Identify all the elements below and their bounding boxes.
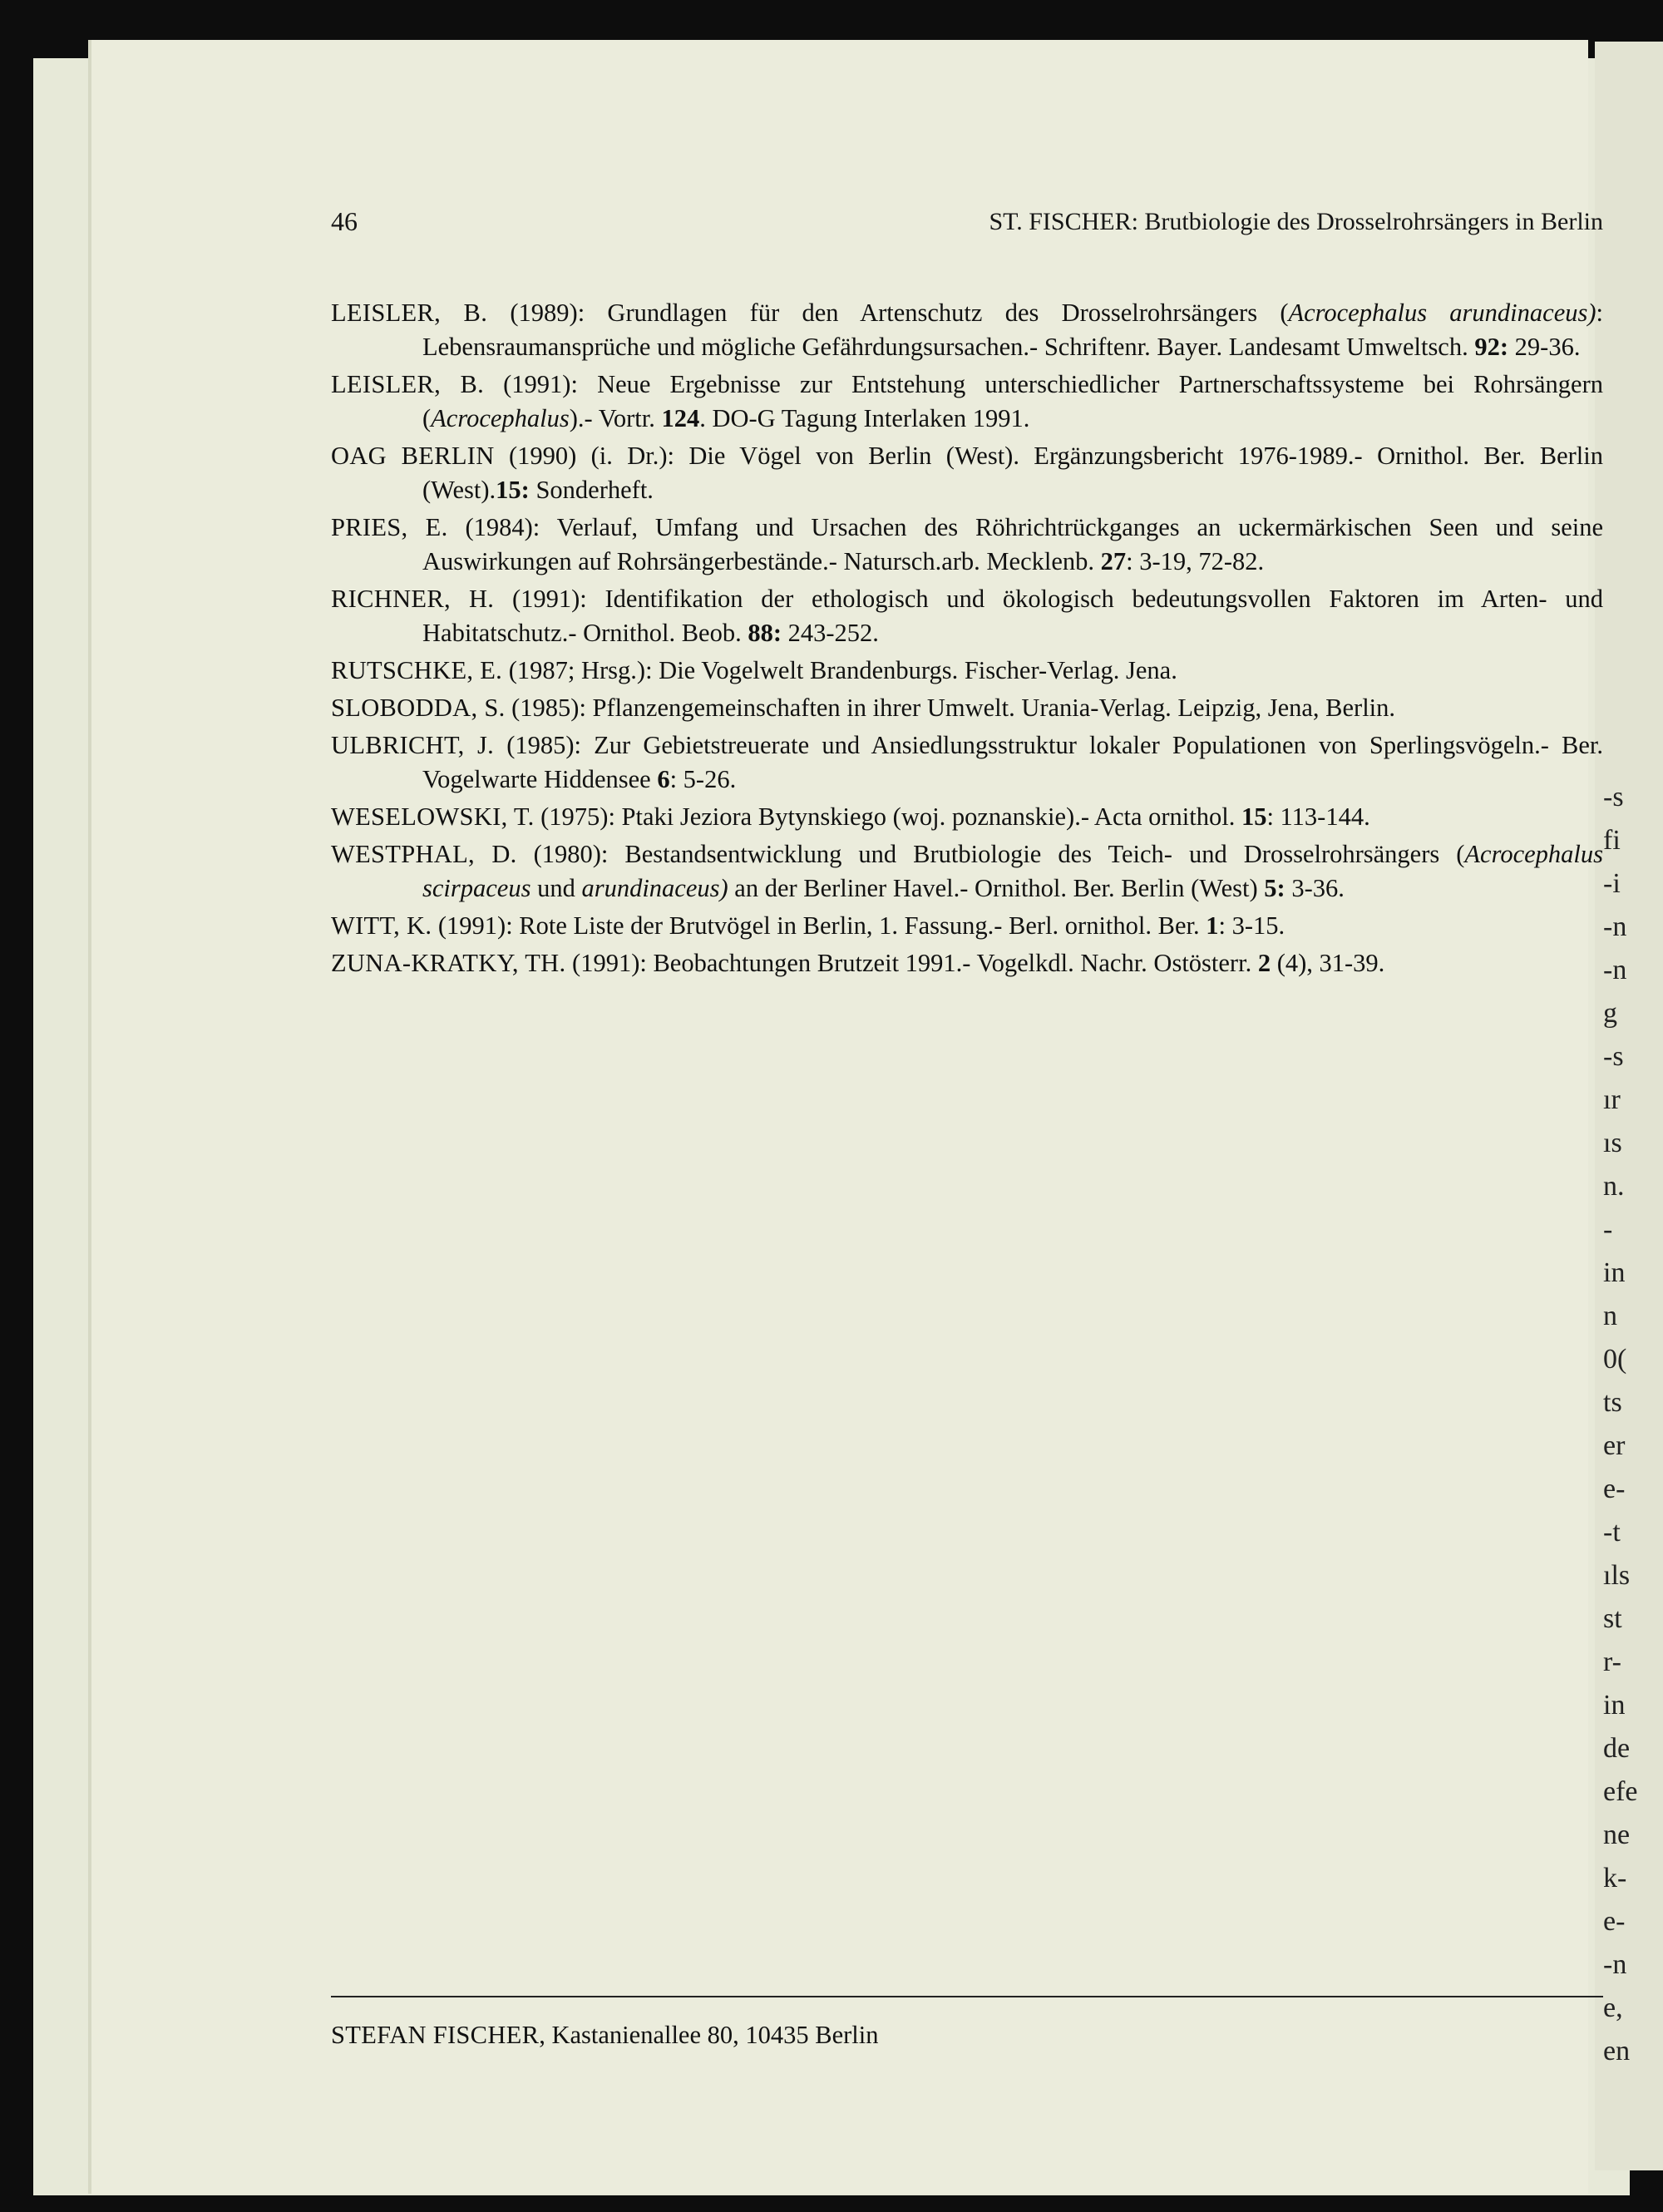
reference-text: (1991): Beobachtungen Brutzeit 1991.- Vogelkdl. Nachr. Ostösterr. [565,949,1258,977]
adjacent-page-fragment: in [1603,1690,1626,1721]
reference-text: Acrocephalus arundinaceus) [1288,299,1596,327]
adjacent-page-fragment: -n [1603,955,1627,985]
reference-author: ZUNA-KRATKY, TH. [331,949,566,977]
address-name: STEFAN FISCHER [331,2021,540,2049]
reference-list [331,296,1603,984]
reference-text: : 113-144. [1266,802,1370,831]
adjacent-page-fragment: fi [1603,825,1621,856]
page-number: 46 [331,206,358,236]
adjacent-page-fragment: r- [1603,1647,1621,1677]
reference-text: (1985): Zur Gebietstreuerate und Ansiedlungsstruktur lokaler Populationen von Sperlingsvögeln.- Ber. Vogelwarte Hiddensee [422,731,1603,793]
reference-author: LEISLER, B. [331,299,488,327]
page-header [331,206,1603,248]
reference-author: WESTPHAL, D. [331,840,517,868]
adjacent-page-fragment: efe [1603,1776,1638,1807]
reference-author: SLOBODDA, S. [331,694,506,722]
reference-text: ).- Vortr. [569,404,662,432]
reference-text: 88: [748,619,782,647]
adjacent-page-fragment: n [1603,1301,1617,1331]
reference-entry [331,511,1603,579]
reference-text: (1991): Neue Ergebnisse zur Entstehung unterschiedlicher Partnerschaftssysteme bei Rohrsängern ( [422,370,1603,432]
reference-text: (1975): Ptaki Jeziora Bytynskiego (woj. poznanskie).- Acta ornithol. [534,802,1241,831]
adjacent-page-fragment: ıls [1603,1560,1631,1591]
reference-text: : 3-19, 72-82. [1126,547,1265,575]
reference-text: (1987; Hrsg.): Die Vogelwelt Brandenburgs. Fischer-Verlag. Jena. [502,656,1177,684]
adjacent-page-fragment: ıs [1603,1128,1622,1158]
adjacent-page-fragment: -i [1603,868,1621,899]
reference-text: Sonderheft. [529,476,654,504]
reference-text: Acrocephalus scirpaceus [422,840,1603,902]
reference-text: 243-252. [782,619,879,647]
reference-entry [331,582,1603,650]
adjacent-page-fragment: -n [1603,1949,1627,1980]
author-address [331,2021,879,2050]
reference-text: 92: [1474,333,1509,361]
reference-author: ULBRICHT, J. [331,731,495,759]
adjacent-page-fragment: n. [1603,1171,1625,1202]
reference-text: Acrocephalus [431,404,570,432]
reference-text: 2 [1257,949,1271,977]
adjacent-page-edge [1595,42,1663,2170]
adjacent-page-fragment: in [1603,1257,1626,1288]
reference-text: : 3-15. [1218,911,1285,940]
reference-entry [331,691,1603,725]
reference-author: PRIES, E. [331,513,448,541]
reference-text: (1980): Bestandsentwicklung und Brutbiologie des Teich- und Drosselrohrsängers ( [516,840,1465,868]
reference-text: 15: [496,476,530,504]
reference-text: arundinaceus) [581,874,728,902]
reference-text: an der Berliner Havel.- Ornithol. Ber. Berlin (West) [728,874,1265,902]
adjacent-page-fragment: -t [1603,1517,1621,1548]
adjacent-page-fragment: e- [1603,1474,1626,1504]
address-details: , Kastanienallee 80, 10435 Berlin [539,2021,879,2049]
reference-entry [331,728,1603,797]
adjacent-page-fragment: ts [1603,1387,1622,1418]
reference-text: (1984): Verlauf, Umfang und Ursachen des Röhrichtrückganges an uckermärkischen Seen und seine Auswirkungen auf Rohrsängerbestände.- Natursch.arb. Mecklenb. [422,513,1603,575]
reference-text: und [530,874,582,902]
reference-text: . DO-G Tagung Interlaken 1991. [699,404,1030,432]
reference-text: 1 [1206,911,1219,940]
adjacent-page-fragment: -s [1603,1041,1624,1072]
reference-author: RUTSCHKE, E. [331,656,503,684]
reference-text: (4), 31-39. [1271,949,1385,977]
book-page [91,40,1603,2194]
adjacent-page-fragment: k- [1603,1863,1627,1894]
adjacent-page-fragment: - [1603,1214,1613,1245]
reference-text: 3-36. [1285,874,1345,902]
adjacent-page-fragment: ne [1603,1819,1631,1850]
adjacent-page-fragment: er [1603,1430,1626,1461]
reference-text: 6 [657,765,670,793]
reference-entry [331,946,1603,980]
reference-entry [331,368,1603,436]
reference-text: 29-36. [1508,333,1581,361]
adjacent-page-fragment: en [1603,2036,1631,2066]
reference-author: WITT, K. [331,911,432,940]
adjacent-page-fragment: st [1603,1603,1622,1634]
adjacent-page-fragment: e- [1603,1906,1626,1937]
adjacent-page-fragment: g [1603,998,1617,1029]
footer-rule [331,1996,1603,1997]
adjacent-page-fragment: ır [1603,1084,1621,1115]
adjacent-page-fragment: 0( [1603,1344,1627,1375]
running-title: ST. FISCHER: Brutbiologie des Drosselrohrsängers in Berlin [989,208,1603,235]
reference-text: (1990) (i. Dr.): Die Vögel von Berlin (West). Ergänzungsbericht 1976-1989.- Ornithol. Ber. Berlin (West). [422,442,1603,504]
reference-author: RICHNER, H. [331,585,495,613]
adjacent-page-fragment: -s [1603,782,1624,812]
reference-text: 5: [1264,874,1285,902]
reference-entry [331,296,1603,364]
reference-author: LEISLER, B. [331,370,485,398]
reference-text: 15 [1241,802,1267,831]
reference-text: 124 [661,404,700,432]
reference-text: : Lebensraumansprüche und mögliche Gefährdungsursachen.- Schriftenr. Bayer. Landesamt Umweltsch. [422,299,1603,361]
reference-entry [331,800,1603,834]
reference-text: (1991): Identifikation der ethologisch und ökologisch bedeutungsvollen Faktoren im Arten- und Habitatschutz.- Ornithol. Beob. [422,585,1603,647]
reference-text: : 5-26. [669,765,737,793]
reference-text: (1991): Rote Liste der Brutvögel in Berlin, 1. Fassung.- Berl. ornithol. Ber. [432,911,1207,940]
adjacent-page-fragment: -n [1603,911,1627,942]
reference-entry [331,909,1603,943]
reference-entry [331,837,1603,906]
reference-text: 27 [1100,547,1127,575]
reference-text: (1989): Grundlagen für den Artenschutz des Drosselrohrsängers ( [487,299,1289,327]
reference-author: WESELOWSKI, T. [331,802,535,831]
reference-author: OAG BERLIN [331,442,495,470]
reference-entry [331,439,1603,507]
adjacent-page-fragment: e, [1603,1992,1623,2023]
reference-text: (1985): Pflanzengemeinschaften in ihrer Umwelt. Urania-Verlag. Leipzig, Jena, Berlin. [505,694,1396,722]
adjacent-page-fragment: de [1603,1733,1631,1764]
reference-entry [331,654,1603,688]
